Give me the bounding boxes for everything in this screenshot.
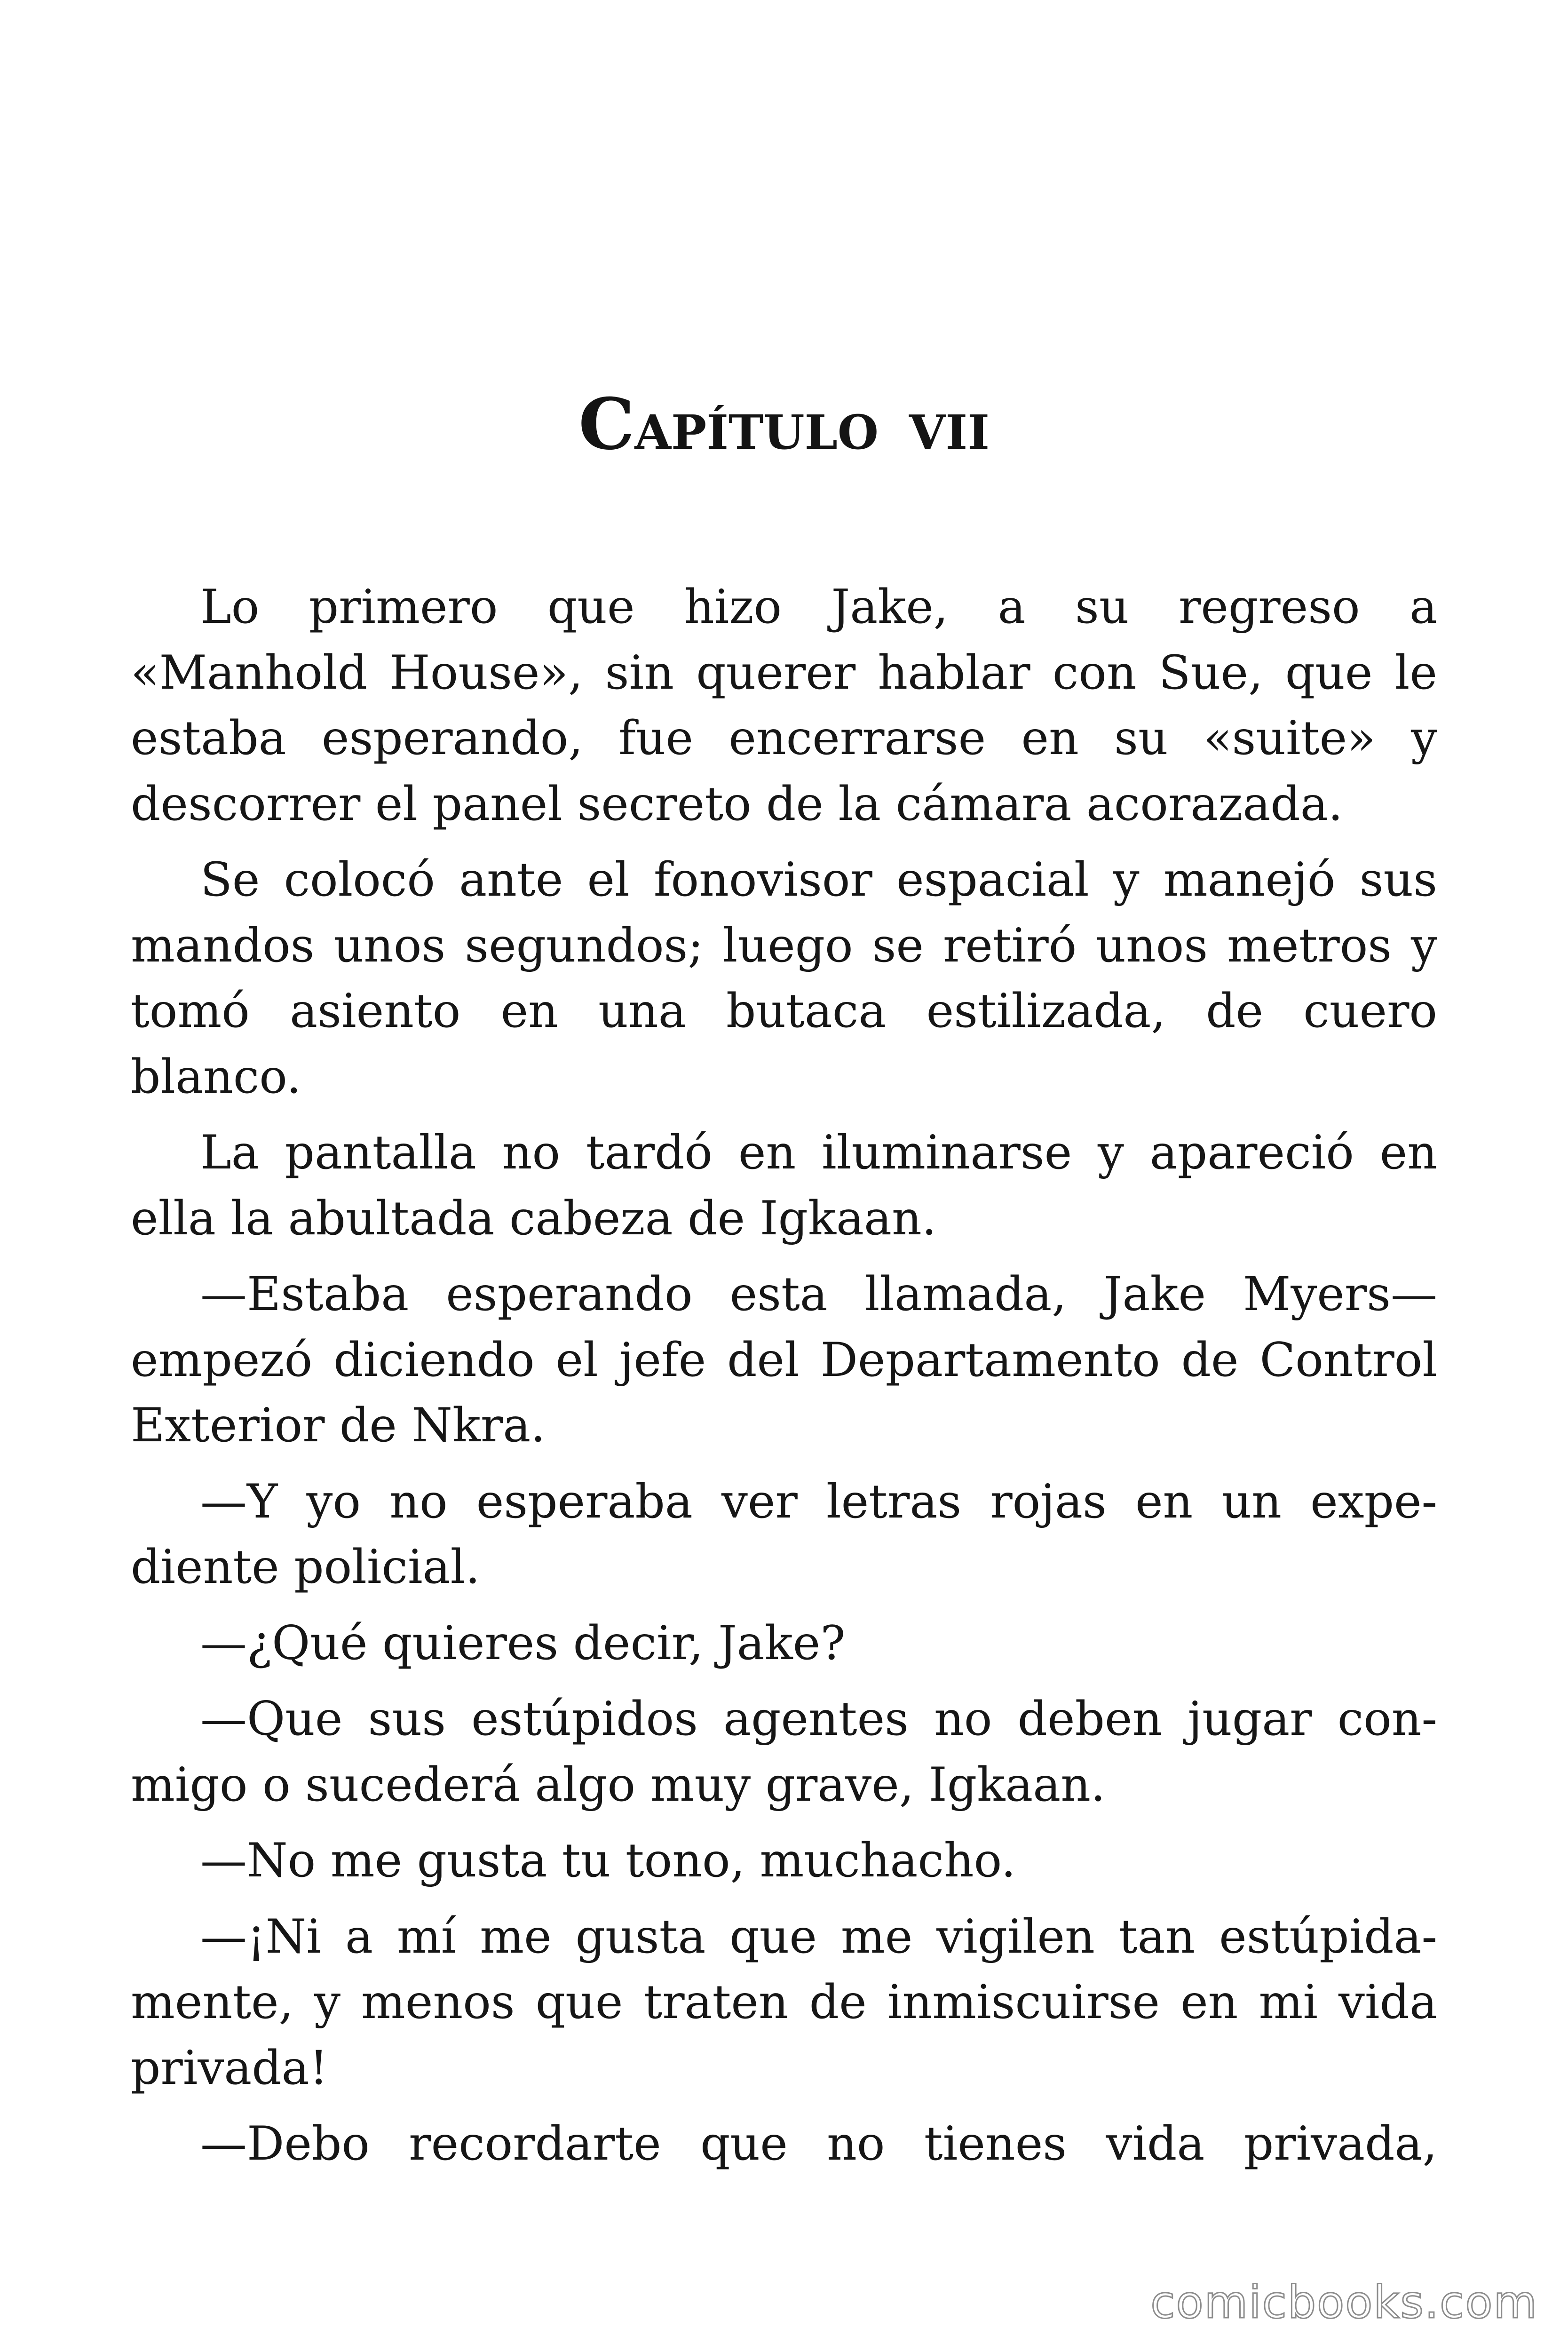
chapter-heading: CAPÍTULO VII (578, 383, 990, 466)
paragraph (131, 1611, 1437, 1677)
paragraph (131, 1904, 1437, 2101)
text-line: ella la abultada cabeza de Igkaan. (131, 1191, 937, 1246)
text-line: privada! (131, 2041, 328, 2095)
text-line: descorrer el panel secreto de la cámara acorazada. (131, 777, 1343, 831)
paragraph (131, 1828, 1437, 1894)
text-line: Lo primero que hizo Jake, a su regreso a (200, 580, 1437, 634)
watermark: comicbooks.com (1150, 2277, 1538, 2328)
text-line: —¿Qué quieres decir, Jake? (200, 1616, 846, 1670)
paragraph (131, 1686, 1437, 1818)
paragraph (131, 574, 1437, 837)
text-line: tomó asiento en una butaca estilizada, de cuero (131, 984, 1437, 1038)
paragraph (131, 1120, 1437, 1251)
text-line: —¡Ni a mí me gusta que me vigilen tan estúpida- (200, 1909, 1437, 1964)
paragraph (131, 2111, 1437, 2177)
text-line: —Que sus estúpidos agentes no deben jugar con- (200, 1692, 1437, 1746)
text-line: blanco. (131, 1049, 301, 1104)
text-line: —Estaba esperando esta llamada, Jake Myers— (200, 1267, 1437, 1321)
body-text (131, 574, 1437, 2177)
text-line: La pantalla no tardó en iluminarse y apareció en (200, 1126, 1437, 1180)
paragraph (131, 847, 1437, 1110)
text-line: —No me gusta tu tono, muchacho. (200, 1834, 1016, 1888)
text-line: mente, y menos que traten de inmiscuirse en mi vida (131, 1975, 1437, 2029)
paragraph (131, 1262, 1437, 1459)
text-line: empezó diciendo el jefe del Departamento de Control (131, 1333, 1437, 1387)
text-line: migo o sucederá algo muy grave, Igkaan. (131, 1757, 1106, 1812)
text-line: estaba esperando, fue encerrarse en su «suite» y (131, 711, 1437, 765)
paragraph (131, 1469, 1437, 1600)
text-line: Se colocó ante el fonovisor espacial y manejó sus (200, 853, 1437, 907)
text-line: mandos unos segundos; luego se retiró unos metros y (131, 918, 1437, 973)
text-line: —Debo recordarte que no tienes vida privada, (200, 2117, 1437, 2171)
text-line: Exterior de Nkra. (131, 1398, 546, 1453)
text-line: «Manhold House», sin querer hablar con Sue, que le (131, 645, 1437, 700)
text-line: diente policial. (131, 1540, 480, 1594)
text-line: —Y yo no esperaba ver letras rojas en un expe- (200, 1474, 1437, 1529)
